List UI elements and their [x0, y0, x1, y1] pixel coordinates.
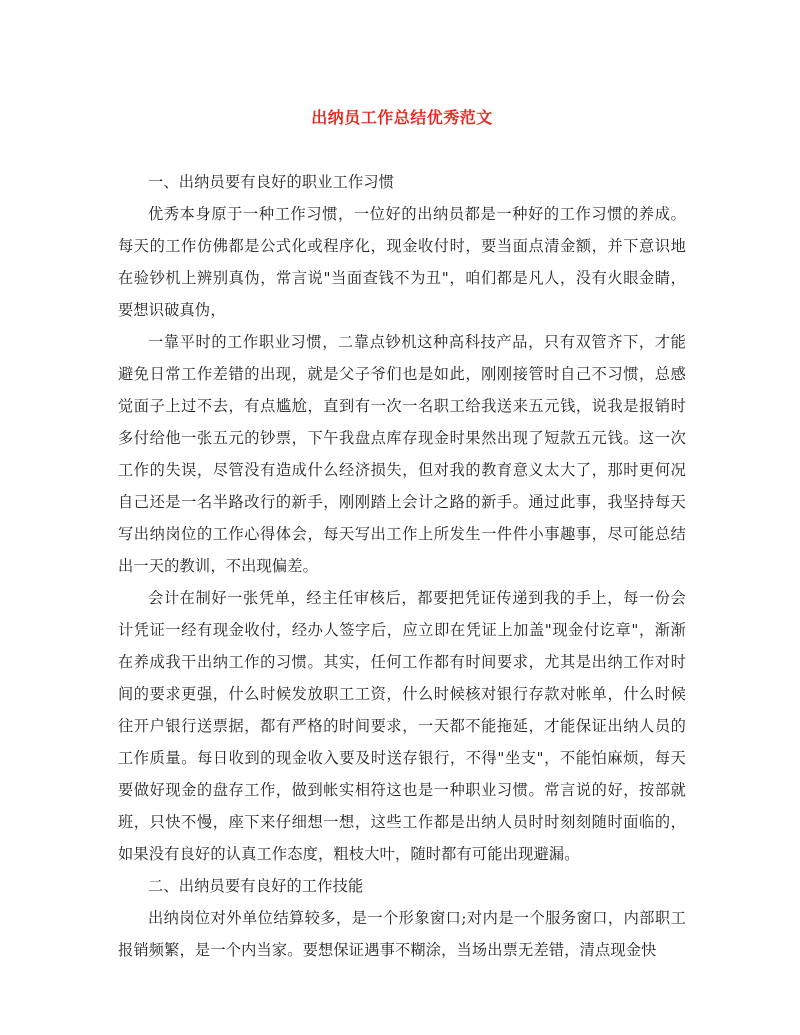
section-heading-2: 二、出纳员要有良好的工作技能 [148, 877, 364, 895]
paragraph-2: 一靠平时的工作职业习惯，二靠点钞机这种高科技产品，只有双管齐下，才能避免日常工作差错的出现，就是父子爷们也是如此，刚刚接管时自己不习惯，总感觉面子上过不去，有点尴尬，直到有一次一名职工给我送来五元钱，说我是报销时多付给他一张五元的钞票，下午我盘点库存现金时果然出现了短款五元钱。这一次工作的失误，尽管没有造成什么经济损失，但对我的教育意义太大了，那时更何况自己还是一名半路改行的新手，刚刚踏上会计之路的新手。通过此事，我坚持每天写出纳岗位的工作心得体会，每天写出工作上所发生一件件小事趣事，尽可能总结出一天的教训，不出现偏差。 [118, 333, 686, 575]
document-body [118, 166, 686, 966]
document-title: 出纳员工作总结优秀范文 [311, 108, 493, 127]
paragraph-4: 出纳岗位对外单位结算较多，是一个形象窗口;对内是一个服务窗口，内部职工报销频繁，是一个内当家。要想保证遇事不糊涂，当场出票无差错，清点现金快 [118, 909, 686, 959]
paragraph-1: 优秀本身原于一种工作习惯，一位好的出纳员都是一种好的工作习惯的养成。每天的工作仿佛都是公式化或程序化，现金收付时，要当面点清金额，并下意识地在验钞机上辨别真伪，常言说"当面查钱不为丑"，咱们都是凡人，没有火眼金睛，要想识破真伪， [118, 205, 686, 319]
section-heading-1: 一、出纳员要有良好的职业工作习惯 [148, 173, 395, 191]
paragraph-3: 会计在制好一张凭单，经主任审核后，都要把凭证传递到我的手上，每一份会计凭证一经有现金收付，经办人签字后，应立即在凭证上加盖"现金付讫章"，渐渐在养成我干出纳工作的习惯。其实，任何工作都有时间要求，尤其是出纳工作对时间的要求更强，什么时候发放职工工资，什么时候核对银行存款对帐单，什么时候往开户银行送票据，都有严格的时间要求，一天都不能拖延，才能保证出纳人员的工作质量。每日收到的现金收入要及时送存银行，不得"坐支"，不能怕麻烦，每天要做好现金的盘存工作，做到帐实相符这也是一种职业习惯。常言说的好，按部就班，只快不慢，座下来仔细想一想，这些工作都是出纳人员时时刻刻随时面临的，如果没有良好的认真工作态度，粗枝大叶，随时都有可能出现避漏。 [118, 589, 686, 863]
